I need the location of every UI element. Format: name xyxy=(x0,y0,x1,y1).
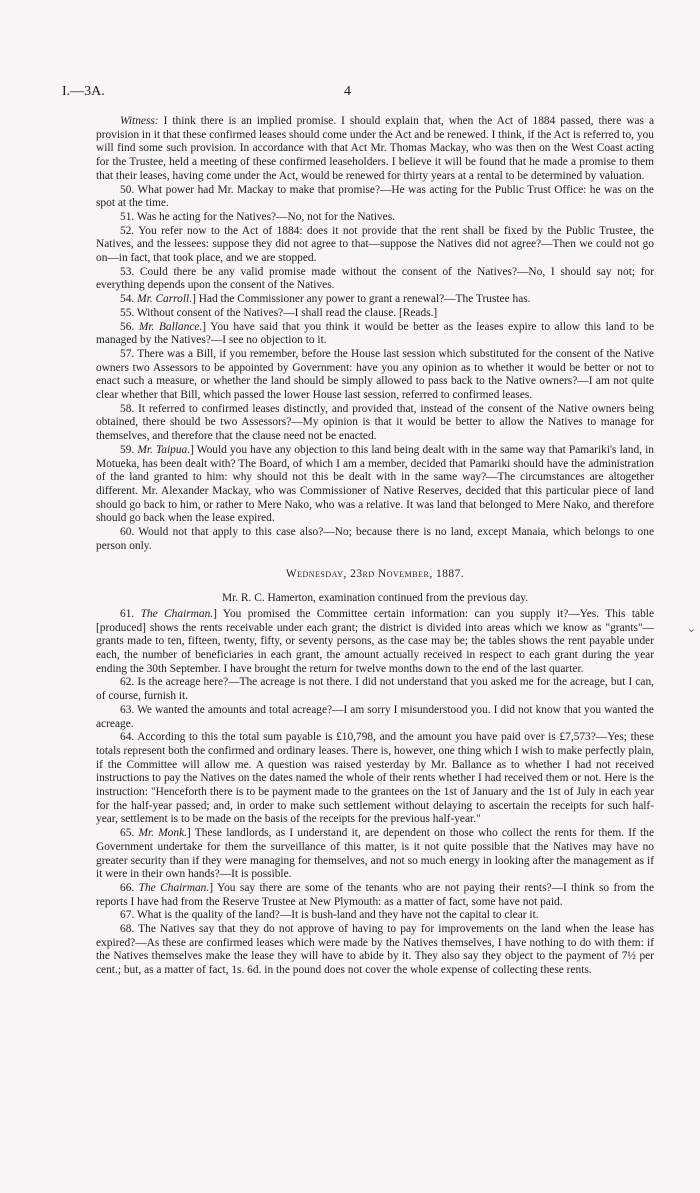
speaker-name: The Chairman. xyxy=(140,607,214,620)
paragraph-text: 53. Could there be any valid promise made without the consent of the Natives?—No, I should say not; for everything depends upon the consent of the Natives. xyxy=(96,265,654,292)
paragraph-text: ] These landlords, as I understand it, are dependent on those who collect the rents for them. If the Government undertake for them the surveillance of this matter, is it not quite possible that the Natives may have no greater security than if they were managing for themselves, and not so much energy in looking after the management as if it were in their own hands?—It is possible. xyxy=(96,827,654,881)
speaker-name: Witness: xyxy=(120,115,159,127)
paragraph-text: 57. There was a Bill, if you remember, before the House last session which substituted for the consent of the Native owners two Assessors to be appointed by Government: have you any opinion as to whether it would be better or not to enact such a measure, or whether the land should be simply allowed to pass back to the Native owners?—I am not quite clear whether that Bill, which passed the lower House last session, referred to confirmed leases. xyxy=(96,347,654,402)
paragraph xyxy=(96,307,654,321)
paragraph-text: 66. xyxy=(120,881,139,894)
paragraph-text: ] You say there are some of the tenants who are not paying their rents?—I think so from the reports I have had from the Reserve Trustee at New Plymouth: as a matter of fact, some have not paid. xyxy=(96,881,655,908)
paragraph xyxy=(96,225,654,266)
paragraph xyxy=(96,266,654,293)
paragraph-text: I think there is an implied promise. I should explain that, when the Act of 1884 passed, there was a provision in it that these confirmed leases should come under the Act and be renewed. I think, if the Act is referred to, you will find some such provision. In accordance with that Act Mr. Thomas Mackay, who was then on the West Coast acting for the Trustee, held a meeting of these confirmed leaseholders. I believe it will be found that he made a promise to them that their leases, having come under the Act, would be renewed for thirty years at a rental to be determined by valuation. xyxy=(96,115,654,182)
margin-mark: ⌄ xyxy=(686,623,696,635)
paragraph-text: 54. xyxy=(120,293,138,306)
testimony-block-2 xyxy=(96,608,654,978)
speaker-name: Mr. Monk. xyxy=(138,827,187,840)
section-subheading: Mr. R. C. Hamerton, examination continued from the previous day. xyxy=(221,592,529,605)
paragraph xyxy=(96,526,654,553)
section-date-heading: Wednesday, 23rd November, 1887. xyxy=(285,567,465,580)
paragraph xyxy=(96,704,654,731)
paragraph-text: ] You have said that you think it would be better as the leases expire to allow this land to be managed by the Natives?—I see no objection to it. xyxy=(96,320,655,347)
paragraph-text: 65. xyxy=(120,827,139,840)
speaker-name: The Chairman. xyxy=(138,881,210,894)
paragraph xyxy=(96,348,654,403)
paragraph-text: 55. Without consent of the Natives?—I shall read the clause. [Reads.] xyxy=(120,306,438,319)
paragraph-text: 63. We wanted the amounts and total acreage?—I am sorry I misunderstood you. I did not know that you wanted the acreage. xyxy=(96,703,654,730)
paragraph xyxy=(96,115,654,184)
document-body xyxy=(96,115,654,978)
speaker-name: Mr. Carroll. xyxy=(137,293,193,306)
page-header xyxy=(62,84,638,102)
paragraph xyxy=(96,184,654,211)
testimony-block-1 xyxy=(96,115,654,554)
paragraph xyxy=(96,321,654,348)
paragraph-text: ] Had the Commissioner any power to grant a renewal?—The Trustee has. xyxy=(192,293,531,306)
paragraph-text: 61. xyxy=(120,607,141,620)
paragraph xyxy=(96,923,654,978)
paragraph-text: 62. Is the acreage here?—The acreage is not there. I did not understand that you asked me for the acreage, but I can, of course, furnish it. xyxy=(96,676,654,703)
paragraph xyxy=(96,731,654,827)
document-reference: I.—3A. xyxy=(62,84,105,99)
paragraph xyxy=(96,827,654,882)
speaker-name: Mr. Ballance. xyxy=(138,320,203,333)
paragraph-text: 59. xyxy=(120,443,138,456)
paragraph xyxy=(96,293,654,307)
paragraph-text: 68. The Natives say that they do not approve of having to pay for improvements on the land when the lease has expired?—As these are confirmed leases which were made by the Natives themselves, I have nothing to do with them: if the Natives themselves make the lease they will have to abide by it. They also say they object to the payment of 7½ per cent.; but, as a matter of fact, 1s. 6d. in the pound does not cover the whole expense of collecting these rents. xyxy=(96,923,654,977)
paragraph-text: 67. What is the quality of the land?—It is bush-land and they have not the capital to clear it. xyxy=(120,909,539,922)
paragraph xyxy=(96,403,654,444)
paragraph-text: 51. Was he acting for the Natives?—No, not for the Natives. xyxy=(120,210,396,223)
speaker-name: Mr. Taipua. xyxy=(137,443,191,456)
paragraph xyxy=(96,909,654,923)
paragraph-text: ] Would you have any objection to this land being dealt with in the same way that Pamariki's land, in Motueka, has been dealt with? The Board, of which I am a member, decided that Pamariki should have the administration of the land granted to him: why should not this be dealt with in the same way?—The circumstances are altogether different. Mr. Alexander Mackay, who was Commissioner of Native Reserves, decided that this particular piece of land should go back to him, or rather to Mere Nako, who was a relative. It was land that belonged to Mere Nako, and therefore should go back when the lease expired. xyxy=(96,443,654,525)
paragraph-text: ] You promised the Committee certain information: can you supply it?—Yes. This table [produced] shows the rents receivable under each grant; the district is divided into areas which we know as "grants"—grants made to ten, fifteen, twenty, fifty, or seventy persons, as the case may be; the tables shows the rent payable under each, the number of beneficiaries in each grant, the amount actually received in respect to each grant during the year ending the 30th September. I have brought the return for twelve months down to the end of the last quarter. xyxy=(96,607,654,675)
page-number: 4 xyxy=(344,84,351,99)
paragraph-text: 52. You refer now to the Act of 1884: does it not provide that the rent shall be fixed by the Public Trustee, the Natives, and the lessees: suppose they did not agree to that—suppose the Natives did not agree?—Then we could not go on—in fact, that took place, and we are stopped. xyxy=(96,224,654,265)
paragraph xyxy=(96,882,654,909)
paragraph xyxy=(96,676,654,703)
paragraph-text: 60. Would not that apply to this case also?—No; because there is no land, except Manaia, which belongs to one person only. xyxy=(96,526,654,552)
paragraph-text: 50. What power had Mr. Mackay to make that promise?—He was acting for the Public Trust Office: he was on the spot at the time. xyxy=(96,183,654,210)
paragraph xyxy=(96,444,654,526)
paragraph-text: 64. According to this the total sum payable is £10,798, and the amount you have paid over is £7,573?—Yes; these totals represent both the confirmed and ordinary leases. There is, however, one thing which I wish to make perfectly plain, if the Committee will allow me. A question was raised yesterday by Mr. Ballance as to whether I had not received instructions to pay the Natives on the dates named the whole of their rents whether I had received them or not. Here is the instruction: "Henceforth there is to be payment made to the grantees on the 1st of January and the 1st of July in each year for the half-year passed; and, in order to make such settlement without delaying to ascertain the receipts for such half-year, settlement is to be made on the basis of the receipts for the previous half-year." xyxy=(96,731,654,826)
paragraph-text: 58. It referred to confirmed leases distinctly, and provided that, instead of the consent of the Native owners being obtained, there should be two Assessors?—My opinion is that it would be better to allow the Natives to manage for themselves, and therefore that the clause need not be enacted. xyxy=(96,402,654,443)
paragraph-text: 56. xyxy=(120,320,139,333)
paragraph xyxy=(96,608,654,677)
paragraph xyxy=(96,211,654,225)
